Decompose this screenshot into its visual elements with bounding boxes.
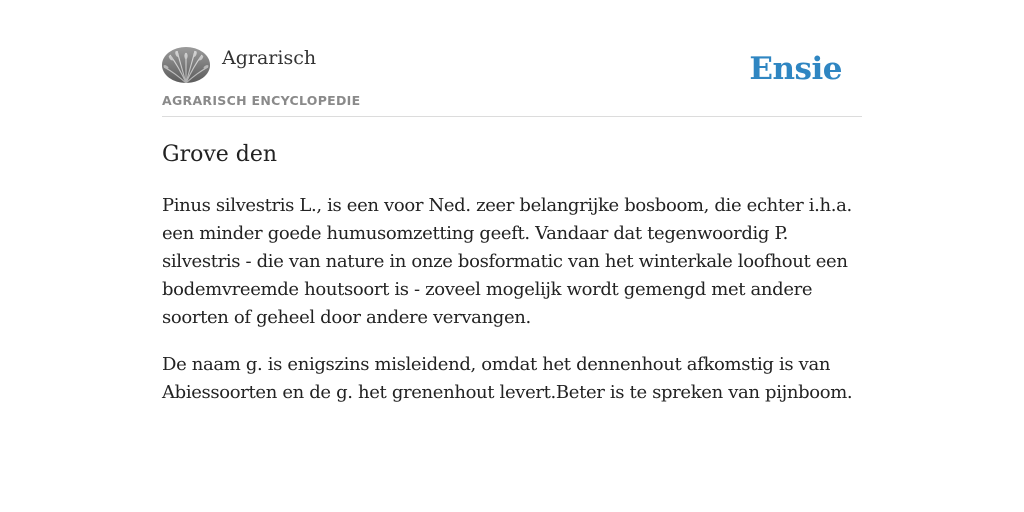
source-name[interactable]: Agrarisch <box>222 47 317 69</box>
source-avatar[interactable] <box>162 47 210 83</box>
article-body <box>162 192 862 426</box>
source-subtitle[interactable]: AGRARISCH ENCYCLOPEDIE <box>162 93 361 108</box>
article-paragraph: Pinus silvestris L., is een voor Ned. zeer belangrijke bosboom, die echter i.h.a. een minder goede humusomzetting geeft. Vandaar dat tegenwoordig P. silvestris - die van nature in onze bosformatic van het winterkale loofhout een bodemvreemde houtsoort is - zoveel mogelijk wordt gemengd met andere soorten of geheel door andere vervangen. <box>162 195 852 328</box>
wheat-ears-icon <box>162 47 210 83</box>
page <box>162 0 862 512</box>
header <box>162 0 862 117</box>
article-paragraph: De naam g. is enigszins misleidend, omdat het dennenhout afkomstig is van Abiessoorten en de g. het grenenhout levert.Beter is te spreken van pijnboom. <box>162 354 853 403</box>
article-title: Grove den <box>162 142 278 167</box>
ensie-logo[interactable]: Ensie <box>749 51 842 87</box>
